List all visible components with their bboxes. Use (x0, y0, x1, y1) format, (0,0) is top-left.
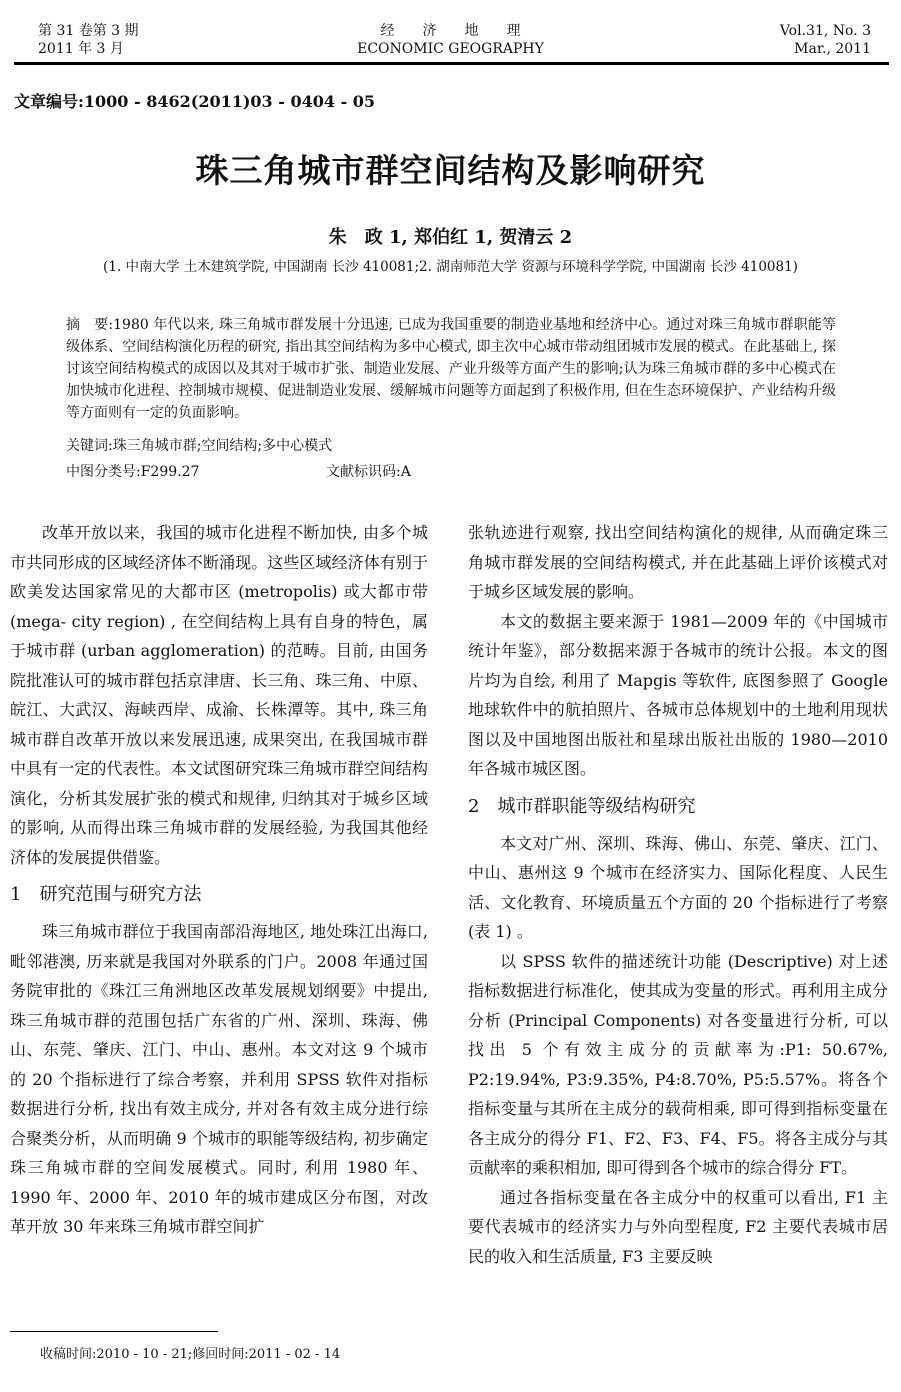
document-code: 文献标识码:A (326, 464, 411, 480)
section-1-paragraph: 珠三角城市群位于我国南部沿海地区, 地处珠江出海口, 毗邻港澳, 历来就是我国对外联系的门户。2008 年通过国务院审批的《珠江三角洲地区改革发展规划纲要》中提出, 珠三角城市群的范围包括广东省的广州、深圳、珠海、佛山、东莞、肇庆、江门、中山、惠州。本文对这 9 个城市的 20 个指标进行了综合考察，并利用 SPSS 软件对指标数据进行分析, 找出有效主成分, 并对各有效主成分进行综合聚类分析，从而明确 9 个城市的职能等级结构, 初步确定珠三角城市群的空间发展模式。同时, 利用 1980 年、1990 年、2000 年、2010 年的城市建成区分布图，对改革开放 30 年来珠三角城市群空间扩 (10, 922, 428, 1236)
header-rule (14, 62, 889, 65)
footnote-dates: 收稿时间:2010 - 10 - 21;修回时间:2011 - 02 - 14 (40, 1347, 341, 1362)
journal-issue-en (780, 22, 871, 58)
issue-date: 2011 年 3 月 (38, 41, 124, 57)
authors: 朱 政 1, 郑伯红 1, 贺清云 2 (328, 227, 573, 248)
section-2-paragraph-3: 通过各指标变量在各主成分中的权重可以看出, F1 主要代表城市的经济实力与外向型程度, F2 主要代表城市居民的收入和生活质量, F3 主要反映 (468, 1187, 888, 1266)
issue-date-en: Mar., 2011 (794, 41, 871, 57)
journal-name-en: ECONOMIC GEOGRAPHY (357, 41, 544, 57)
keywords: 关键词:珠三角城市群;空间结构;多中心模式 (66, 438, 333, 454)
section-2-paragraph-2: 以 SPSS 软件的描述统计功能 (Descriptive) 对上述指标数据进行标准化，使其成为变量的形式。再利用主成分分析 (Principal Components) 对各变量进行分析, 可以找出 5 个有效主成分的贡献率为:P1: 50.67%, P2:19.94%, P3:9.35%, P4:8.70%, P5:5.57%。将各个指标变量与其所在主成分的载荷相乘, 即可得到指标变量在各主成分的得分 F1、F2、F3、F4、F5。将各主成分与其贡献率的乘积相加, 即可得到各个城市的综合得分 FT。 (468, 951, 888, 1177)
left-column (10, 518, 428, 1242)
journal-name-cn: 经 济 地 理 (380, 23, 521, 39)
section-heading-1: 1 研究范围与研究方法 (10, 884, 202, 905)
footnote-rule (10, 1331, 218, 1332)
abstract: 摘 要:1980 年代以来, 珠三角城市群发展十分迅速, 已成为我国重要的制造业基地和经济中心。通过对珠三角城市群职能等级体系、空间结构演化历程的研究, 指出其空间结构为多中心模式, 即主次中心城市带动组团城市发展的模式。在此基础上, 探讨该空间结构模式的成因以及其对于城市扩张、制造业发展、产业升级等方面产生的影响;认为珠三角城市群的多中心模式在加快城市化进程、控制城市规模、促进制造业发展、缓解城市问题等方面起到了积极作用, 但在生态环境保护、产业结构升级等方面则有一定的负面影响。 (66, 317, 836, 421)
journal-name (0, 22, 901, 58)
right-column (468, 518, 888, 1271)
section-2-paragraph-1: 本文对广州、深圳、珠海、佛山、东莞、肇庆、江门、中山、惠州这 9 个城市在经济实力、国际化程度、人民生活、文化教育、环境质量五个方面的 20 个指标进行了考察 (表 1) 。 (468, 833, 888, 941)
clc-number: 中图分类号:F299.27 (66, 464, 200, 480)
affiliations: (1. 中南大学 土木建筑学院, 中国湖南 长沙 410081;2. 湖南师范大学 资源与环境科学学院, 中国湖南 长沙 410081) (103, 259, 798, 275)
section-heading-2: 2 城市群职能等级结构研究 (468, 795, 696, 817)
volume-number-en: Vol.31, No. 3 (779, 23, 871, 39)
section-1-continued: 张轨迹进行观察, 找出空间结构演化的规律, 从而确定珠三角城市群发展的空间结构模式, 并在此基础上评价该模式对于城乡区域发展的影响。 (468, 523, 888, 601)
data-source-paragraph: 本文的数据主要来源于 1981—2009 年的《中国城市统计年鉴》，部分数据来源于各城市的统计公报。本文的图片均为自绘, 利用了 Mapgis 等软件, 底图参照了 Google 地球软件中的航拍照片、各城市总体规划中的土地利用现状图以及中国地图出版社和星球出版社出版的 1980—2010 年各城市城区图。 (468, 611, 888, 778)
article-number: 文章编号:1000 - 8462(2011)03 - 0404 - 05 (14, 92, 376, 111)
intro-paragraph: 改革开放以来，我国的城市化进程不断加快, 由多个城市共同形成的区域经济体不断涌现。这些区域经济体有别于欧美发达国家常见的大都市区 (metropolis) 或大都市带 (mega- city region) , 在空间结构上具有自身的特色，属于城市群 (urban agglomeration) 的范畴。目前, 由国务院批准认可的城市群包括京津唐、长三角、珠三角、中原、皖江、大武汉、海峡西岸、成渝、长株潭等。其中, 珠三角城市群自改革开放以来发展迅速, 成果突出, 在我国城市群中具有一定的代表性。本文试图研究珠三角城市群空间结构演化，分析其发展扩张的模式和规律, 归纳其对于城乡区域的影响, 从而得出珠三角城市群的发展经验, 为我国其他经济体的发展提供借鉴。 (10, 523, 428, 867)
volume-issue: 第 31 卷第 3 期 (38, 23, 139, 39)
paper-title: 珠三角城市群空间结构及影响研究 (195, 151, 706, 190)
